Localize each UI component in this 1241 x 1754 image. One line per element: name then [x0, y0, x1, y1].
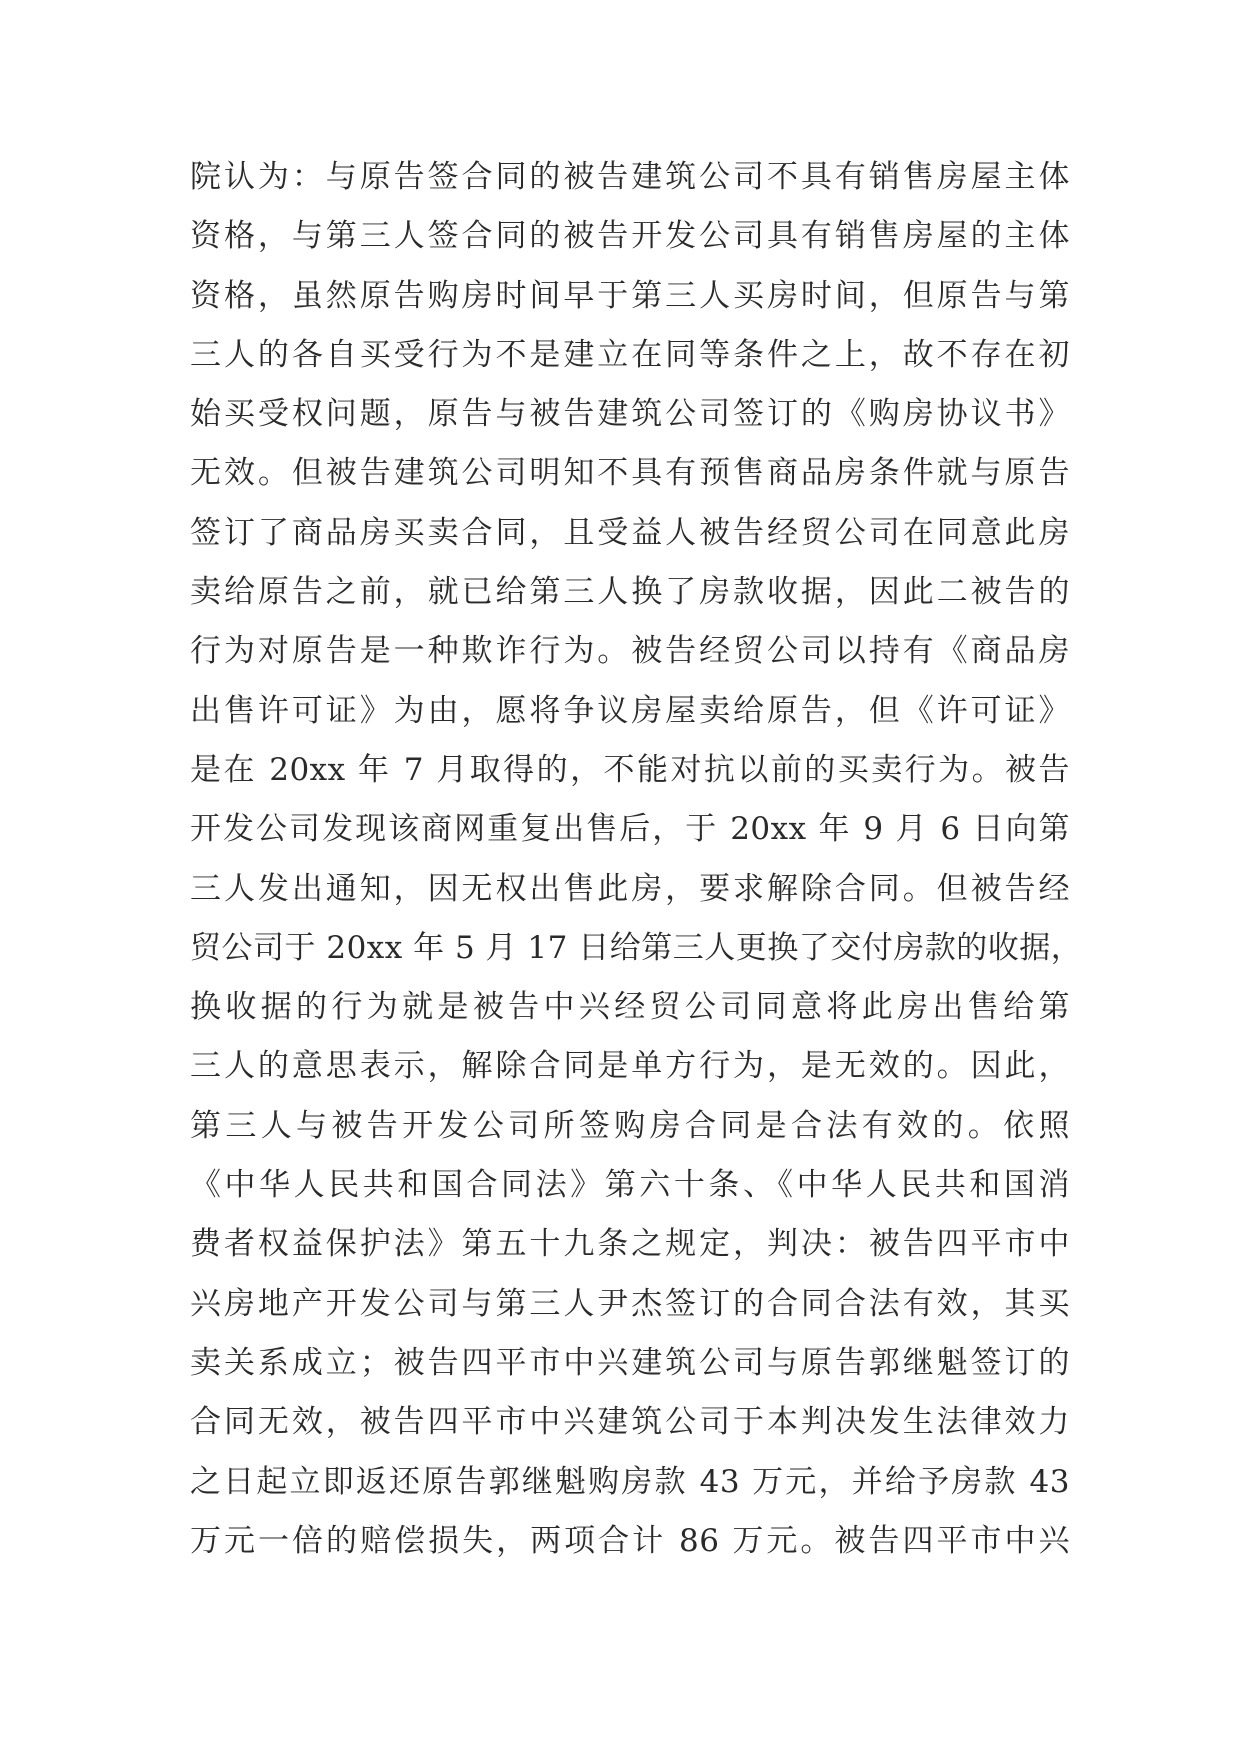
text-line-12: 开发公司发现该商网重复出售后，于 20xx 年 9 月 6 日向第 [190, 811, 1070, 848]
text-line-14: 贸公司于 20xx 年 5 月 17 日给第三人更换了交付房款的收据， [190, 929, 1083, 966]
text-line-21: 卖关系成立；被告四平市中兴建筑公司与原告郭继魁签订的 [190, 1344, 1070, 1381]
text-line-23: 之日起立即返还原告郭继魁购房款 43 万元，并给予房款 43 [190, 1463, 1070, 1500]
text-line-8: 卖给原告之前，就已给第三人换了房款收据，因此二被告的 [190, 574, 1070, 611]
text-line-18: 《中华人民共和国合同法》第六十条、《中华人民共和国消 [190, 1167, 1070, 1204]
text-line-3: 资格，虽然原告购房时间早于第三人买房时间，但原告与第 [190, 277, 1070, 314]
text-line-9: 行为对原告是一种欺诈行为。被告经贸公司以持有《商品房 [190, 633, 1070, 670]
text-line-4: 三人的各自买受行为不是建立在同等条件之上，故不存在初 [190, 336, 1070, 373]
text-line-1: 院认为：与原告签合同的被告建筑公司不具有销售房屋主体 [190, 159, 1070, 195]
text-line-15: 换收据的行为就是被告中兴经贸公司同意将此房出售给第 [190, 989, 1070, 1026]
text-line-10: 出售许可证》为由，愿将争议房屋卖给原告，但《许可证》 [190, 692, 1070, 729]
text-line-17: 第三人与被告开发公司所签购房合同是合法有效的。依照 [190, 1107, 1070, 1144]
text-line-13: 三人发出通知，因无权出售此房，要求解除合同。但被告经 [190, 870, 1070, 907]
text-line-11: 是在 20xx 年 7 月取得的，不能对抗以前的买卖行为。被告 [190, 751, 1070, 788]
text-line-16: 三人的意思表示，解除合同是单方行为，是无效的。因此， [190, 1048, 1070, 1085]
text-line-20: 兴房地产开发公司与第三人尹杰签订的合同合法有效，其买 [190, 1285, 1070, 1322]
text-line-22: 合同无效，被告四平市中兴建筑公司于本判决发生法律效力 [190, 1404, 1070, 1441]
text-line-7: 签订了商品房买卖合同，且受益人被告经贸公司在同意此房 [190, 514, 1070, 551]
body-text [190, 148, 1083, 1571]
text-line-24: 万元一倍的赔偿损失，两项合计 86 万元。被告四平市中兴 [190, 1522, 1070, 1559]
text-line-6: 无效。但被告建筑公司明知不具有预售商品房条件就与原告 [190, 455, 1070, 492]
text-line-5: 始买受权问题，原告与被告建筑公司签订的《购房协议书》 [190, 396, 1070, 433]
text-line-19: 费者权益保护法》第五十九条之规定，判决：被告四平市中 [190, 1226, 1070, 1263]
text-line-2: 资格，与第三人签合同的被告开发公司具有销售房屋的主体 [190, 218, 1070, 255]
